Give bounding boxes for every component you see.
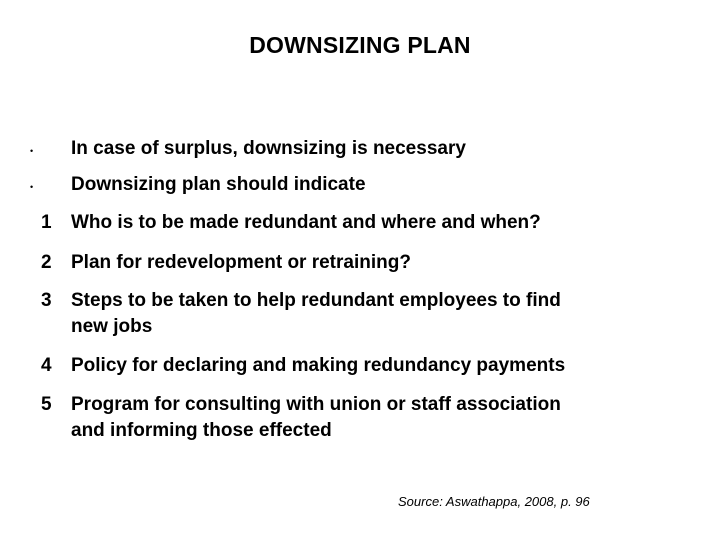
bullet-icon: •	[30, 182, 34, 192]
bullet-text: In case of surplus, downsizing is necessary	[71, 138, 466, 159]
bullet-text: Downsizing plan should indicate	[71, 174, 366, 195]
item-number: 3	[41, 290, 52, 311]
item-number: 1	[41, 212, 52, 233]
slide-title: DOWNSIZING PLAN	[249, 32, 471, 58]
item-text: Who is to be made redundant and where and when?	[71, 212, 541, 233]
item-number: 5	[41, 394, 52, 415]
item-text: Program for consulting with union or staff association and informing those effected	[71, 394, 561, 441]
item-number: 2	[41, 252, 52, 273]
source-citation: Source: Aswathappa, 2008, p. 96	[398, 494, 590, 509]
item-number: 4	[41, 355, 52, 376]
bullet-icon: •	[30, 146, 34, 156]
item-text: Policy for declaring and making redundancy payments	[71, 355, 566, 376]
item-text: Plan for redevelopment or retraining?	[71, 252, 411, 273]
item-text: Steps to be taken to help redundant employees to find new jobs	[71, 290, 561, 337]
